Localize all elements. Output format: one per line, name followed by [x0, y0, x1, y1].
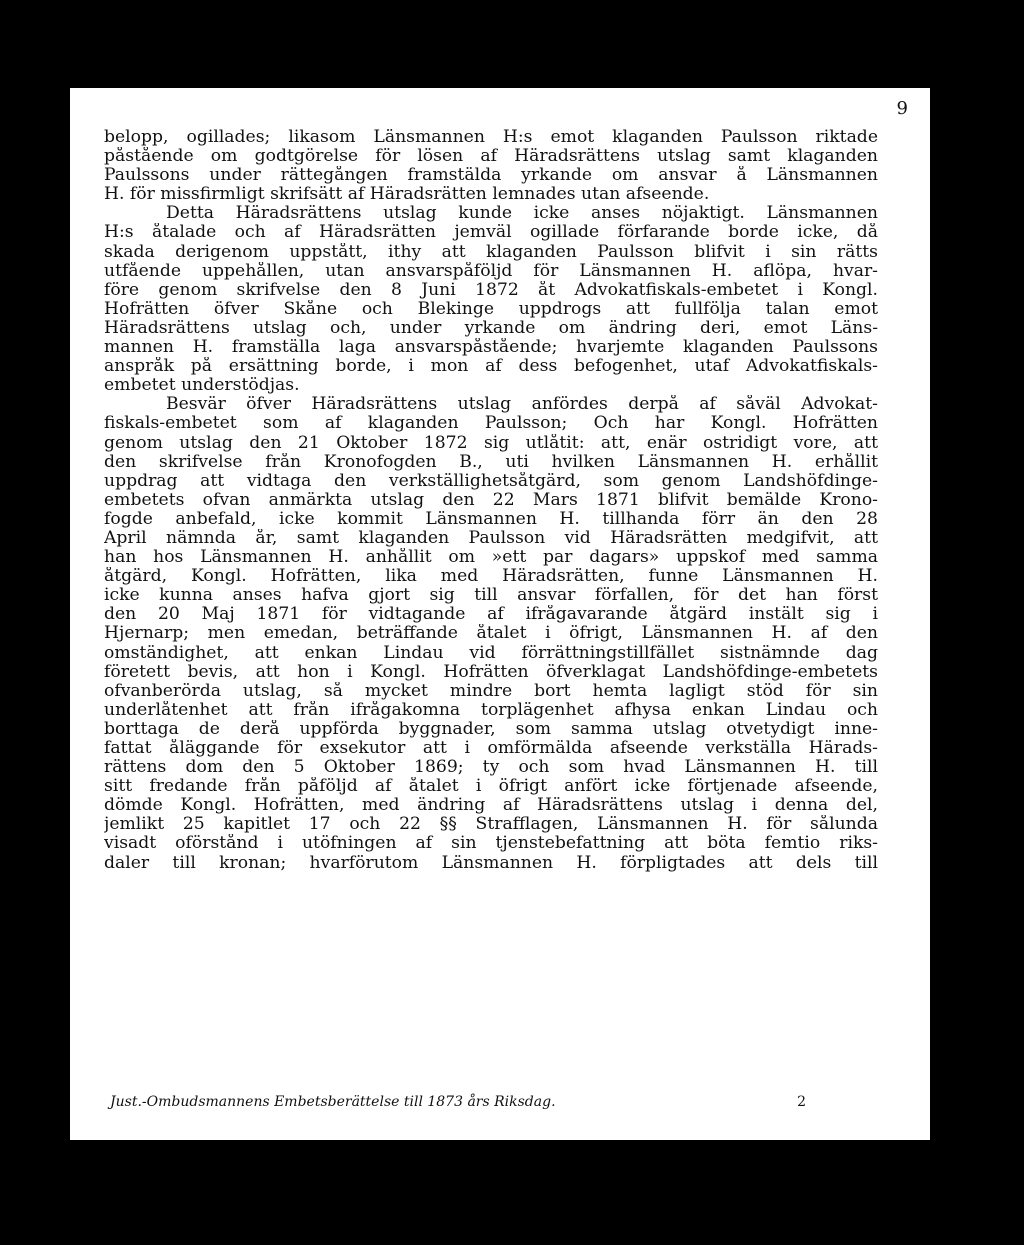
- text-line: utfående uppehållen, utan ansvarspåföljd för Länsmannen H. aflöpa, hvar-: [104, 261, 878, 281]
- text-line: omständighet, att enkan Lindau vid förrättningstillfället sistnämnde dag: [104, 643, 878, 663]
- text-line: Besvär öfver Häradsrättens utslag anfördes derpå af såväl Advokat-: [166, 395, 878, 415]
- text-line: embetet understödjas.: [104, 376, 300, 396]
- document-page: [70, 88, 930, 1140]
- text-line: skada derigenom uppstått, ithy att klaganden Paulsson blifvit i sin rätts: [104, 242, 878, 262]
- text-line: rättens dom den 5 Oktober 1869; ty och som hvad Länsmannen H. till: [104, 758, 878, 778]
- text-line: fiskals-embetet som af klaganden Paulsson; Och har Kongl. Hofrätten: [104, 414, 878, 434]
- text-line: fattat åläggande för exsekutor att i omförmälda afseende verkställa Härads-: [104, 739, 878, 758]
- text-line: Häradsrättens utslag och, under yrkande om ändring deri, emot Läns-: [104, 318, 878, 338]
- text-line: H. för missfirmligt skrifsätt af Häradsrätten lemnades utan afseende.: [104, 185, 710, 205]
- text-line: H:s åtalade och af Häradsrätten jemväl ogillade förfarande borde icke, då: [104, 223, 878, 243]
- text-line: jemlikt 25 kapitlet 17 och 22 §§ Strafflagen, Länsmannen H. för sålunda: [104, 815, 878, 835]
- text-line: åtgärd, Kongl. Hofrätten, lika med Häradsrätten, funne Länsmannen H.: [104, 567, 878, 587]
- text-line: April nämnda år, samt klaganden Paulsson vid Häradsrätten medgifvit, att: [104, 528, 878, 548]
- text-line: icke kunna anses hafva gjort sig till ansvar förfallen, för det han först: [104, 586, 878, 606]
- text-line: daler till kronan; hvarförutom Länsmannen H. förpligtades att dels till: [104, 853, 878, 873]
- text-line: borttaga de derå uppförda byggnader, som samma utslag otvetydigt inne-: [104, 719, 878, 739]
- text-line: genom utslag den 21 Oktober 1872 sig utlåtit: att, enär ostridigt vore, att: [104, 433, 878, 453]
- text-line: mannen H. framställa laga ansvarspåstående; hvarjemte klaganden Paulssons: [104, 338, 878, 358]
- text-line: han hos Länsmannen H. anhållit om »ett par dagars» uppskof med samma: [104, 548, 878, 568]
- text-line: påstående om godtgörelse för lösen af Häradsrättens utslag samt klaganden: [104, 147, 878, 167]
- text-line: ofvanberörda utslag, så mycket mindre bort hemta lagligt stöd för sin: [104, 681, 878, 701]
- body-text: [104, 128, 878, 873]
- text-line: sitt fredande från påföljd af åtalet i öfrigt anfört icke förtjenade afseende,: [104, 777, 878, 797]
- text-line: före genom skrifvelse den 8 Juni 1872 åt Advokatfiskals-embetet i Kongl.: [104, 280, 878, 300]
- text-line: dömde Kongl. Hofrätten, med ändring af Häradsrättens utslag i denna del,: [104, 796, 878, 816]
- text-line: företett bevis, att hon i Kongl. Hofrätten öfverklagat Landshöfdinge-embetets: [104, 662, 878, 682]
- text-line: den 20 Maj 1871 för vidtagande af ifrågavarande åtgärd instält sig i: [104, 605, 878, 625]
- text-line: belopp, ogillades; likasom Länsmannen H:s emot klaganden Paulsson riktade: [104, 128, 878, 147]
- footer-title: Just.-Ombudsmannens Embetsberättelse till 1873 års Riksdag.: [110, 1094, 556, 1110]
- text-line: fogde anbefald, icke kommit Länsmannen H. tillhanda förr än den 28: [104, 509, 878, 529]
- text-line: uppdrag att vidtaga den verkställighetsåtgärd, som genom Landshöfdinge-: [104, 471, 878, 491]
- text-line: Paulssons under rättegången framstälda yrkande om ansvar å Länsmannen: [104, 166, 878, 186]
- footer-signature: 2: [797, 1094, 806, 1110]
- text-line: visadt oförstånd i utöfningen af sin tjenstebefattning att böta femtio riks-: [104, 834, 878, 854]
- text-line: anspråk på ersättning borde, i mon af dess befogenhet, utaf Advokatfiskals-: [104, 357, 878, 377]
- text-line: Hjernarp; men emedan, beträffande åtalet i öfrigt, Länsmannen H. af den: [104, 624, 878, 644]
- page-footer: [110, 1094, 806, 1110]
- text-line: underlåtenhet att från ifrågakomna torplägenhet afhysa enkan Lindau och: [104, 700, 878, 720]
- text-line: Hofrätten öfver Skåne och Blekinge uppdrogs att fullfölja talan emot: [104, 299, 878, 319]
- page-number: 9: [896, 98, 908, 119]
- text-line: embetets ofvan anmärkta utslag den 22 Mars 1871 blifvit bemälde Krono-: [104, 490, 878, 510]
- text-line: Detta Häradsrättens utslag kunde icke anses nöjaktigt. Länsmannen: [166, 204, 878, 224]
- text-line: den skrifvelse från Kronofogden B., uti hvilken Länsmannen H. erhållit: [104, 452, 878, 472]
